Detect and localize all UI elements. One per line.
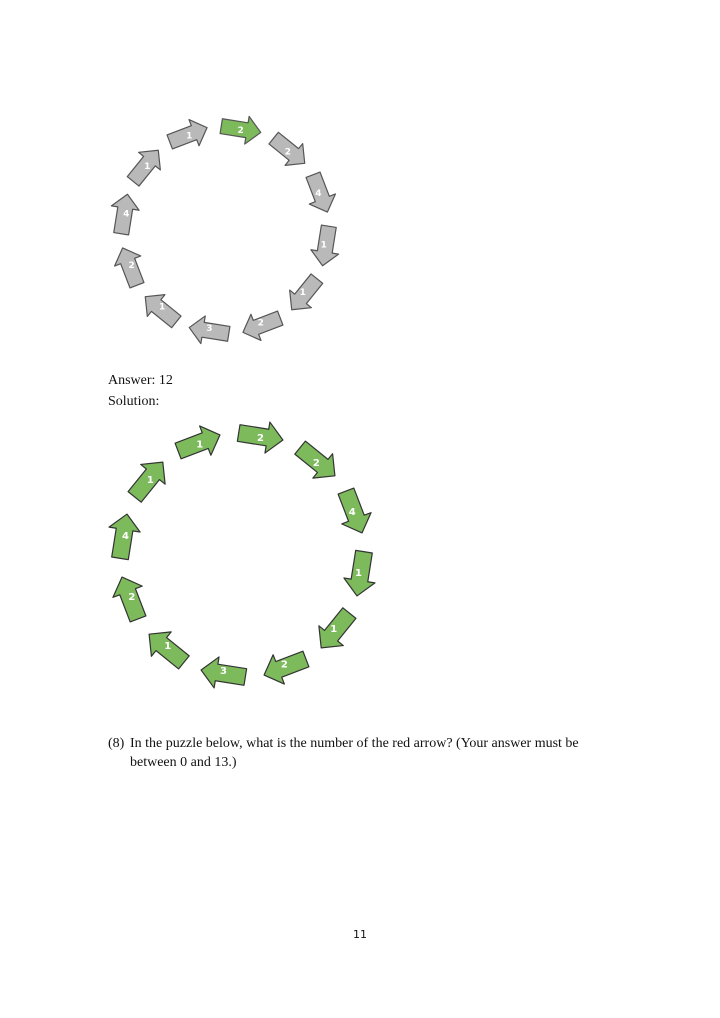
arrow-number: 2 — [284, 147, 292, 158]
arrow-number: 4 — [348, 507, 356, 519]
arrow-number: 2 — [280, 659, 288, 671]
arrow-number: 2 — [257, 433, 264, 444]
solution-arrow-ring — [100, 410, 390, 705]
arrow-number: 3 — [206, 323, 213, 334]
arrow-number: 1 — [164, 641, 172, 653]
arrow-number: 4 — [122, 531, 129, 542]
arrow-number: 2 — [257, 318, 264, 329]
arrow-number: 1 — [320, 240, 327, 251]
solution-label: Solution: — [108, 394, 160, 409]
arrow-number: 1 — [355, 568, 362, 579]
question-8 — [108, 734, 608, 772]
arrow-number: 1 — [196, 439, 204, 451]
arrow-number: 2 — [237, 126, 244, 137]
puzzle-figure — [100, 108, 350, 348]
arrow-number: 1 — [299, 287, 306, 298]
question-text: In the puzzle below, what is the number of the red arrow? (Your answer must be between 0 and 13.) — [130, 736, 579, 770]
solution-figure — [100, 410, 390, 705]
arrow-number: 2 — [312, 457, 320, 469]
arrow-number: 1 — [158, 302, 166, 313]
arrow-number: 3 — [220, 666, 227, 677]
answer-text: Answer: 12 — [108, 373, 173, 388]
arrow-number: 4 — [123, 209, 130, 220]
arrow-number: 1 — [146, 475, 154, 487]
arrow-number: 4 — [315, 189, 322, 200]
question-number: (8) — [108, 736, 125, 751]
arrow-number: 2 — [128, 260, 135, 271]
arrow-number: 2 — [128, 591, 136, 603]
page-number: 11 — [353, 928, 367, 941]
arrow-number: 1 — [330, 623, 338, 635]
arrow-number: 1 — [186, 131, 193, 142]
puzzle-arrow-ring — [100, 108, 350, 348]
arrow-number: 1 — [144, 162, 151, 173]
